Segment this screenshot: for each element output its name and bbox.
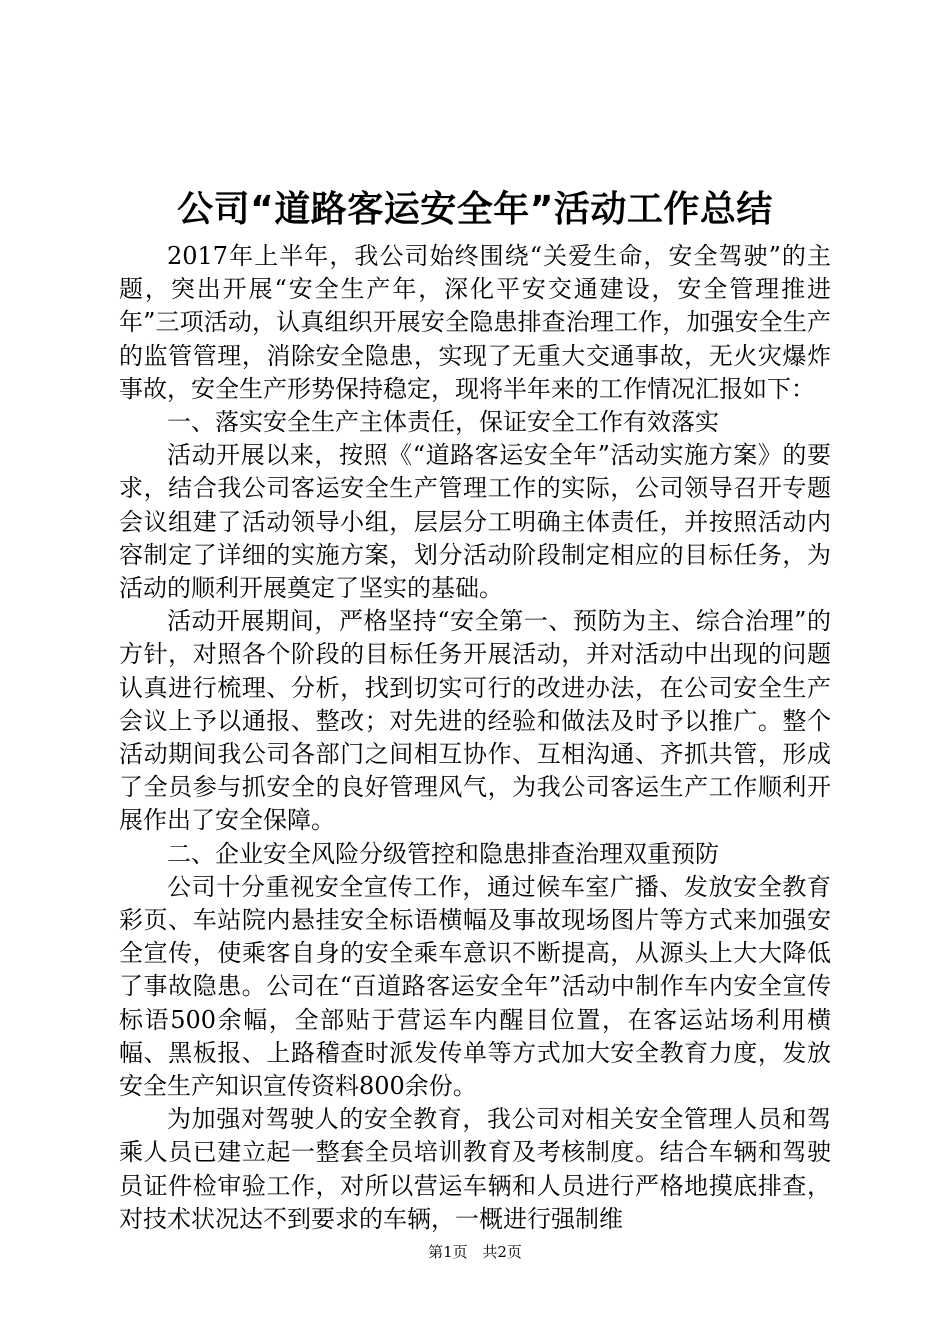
paragraph-section2-b: 为加强对驾驶人的安全教育，我公司对相关安全管理人员和驾乘人员已建立起一整套全员培训教育及考核制度。结合车辆和驾驶员证件检审验工作，对所以营运车辆和人员进行严格地摸底排查，对技术状况达不到要求的车辆，一概进行强制维: [119, 1105, 831, 1233]
document-title: 公司“道路客运安全年”活动工作总结: [177, 189, 773, 230]
page-footer: [0, 1242, 950, 1262]
page-number: 第1页: [428, 1243, 468, 1261]
section-heading-1: 一、落实安全生产主体责任，保证安全工作有效落实: [167, 408, 719, 437]
page-total: 共2页: [482, 1243, 522, 1261]
section-heading-2: 二、企业安全风险分级管控和隐患排查治理双重预防: [167, 839, 719, 868]
paragraph-intro: 2017年上半年，我公司始终围绕“关爱生命，安全驾驶”的主题，突出开展“安全生产年，深化平安交通建设，安全管理推进年”三项活动，认真组织开展安全隐患排查治理工作，加强安全生产的监管管理，消除安全隐患，实现了无重大交通事故，无火灾爆炸事故，安全生产形势保持稳定，现将半年来的工作情况汇报如下：: [119, 242, 831, 403]
paragraph-section2-a: 公司十分重视安全宣传工作，通过候车室广播、发放安全教育彩页、车站院内悬挂安全标语横幅及事故现场图片等方式来加强安全宣传，使乘客自身的安全乘车意识不断提高，从源头上大大降低了事故隐患。公司在“百道路客运安全年”活动中制作车内安全宣传标语500余幅，全部贴于营运车内醒目位置，在客运站场利用横幅、黑板报、上路稽查时派发传单等方式加大安全教育力度，发放安全生产知识宣传资料800余份。: [119, 872, 831, 1101]
document-body: [119, 240, 831, 1236]
paragraph-section1-a: 活动开展以来，按照《“道路客运安全年”活动实施方案》的要求，结合我公司客运安全生产管理工作的实际，公司领导召开专题会议组建了活动领导小组，层层分工明确主体责任，并按照活动内容制定了详细的实施方案，划分活动阶段制定相应的目标任务，为活动的顺利开展奠定了坚实的基础。: [119, 441, 831, 603]
paragraph-section1-b: 活动开展期间，严格坚持“安全第一、预防为主、综合治理”的方针，对照各个阶段的目标任务开展活动，并对活动中出现的问题认真进行梳理、分析，找到切实可行的改进办法，在公司安全生产会议上予以通报、整改；对先进的经验和做法及时予以推广。整个活动期间我公司各部门之间相互协作、互相沟通、齐抓共管，形成了全员参与抓安全的良好管理风气，为我公司客运生产工作顺利开展作出了安全保障。: [119, 607, 831, 835]
